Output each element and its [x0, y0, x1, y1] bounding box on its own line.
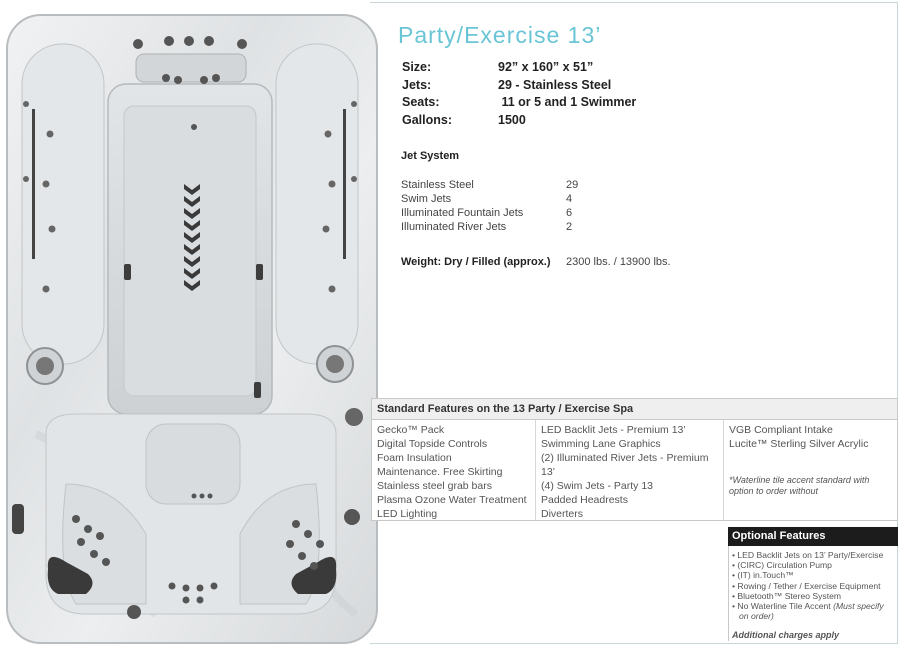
- optional-item-emphasis: (Must specify: [833, 601, 884, 612]
- product-title: Party/Exercise 13’: [398, 22, 602, 48]
- feature-item: Digital Topside Controls: [377, 438, 488, 450]
- spa-top-view-image: [6, 14, 380, 646]
- feature-item: Stainless steel grab bars: [377, 480, 492, 492]
- optional-features-header: Optional Features: [728, 527, 898, 546]
- feature-item: Maintenance. Free Skirting: [377, 466, 503, 478]
- jet-row: [401, 193, 578, 207]
- jet-count: 4: [566, 193, 573, 205]
- spec-row-seats: [402, 95, 636, 113]
- jet-row: [401, 207, 578, 221]
- jet-name: Illuminated Fountain Jets: [401, 207, 524, 219]
- feature-item: LED Backlit Jets - Premium 13’: [541, 424, 686, 436]
- feature-item: Swimming Lane Graphics: [541, 438, 661, 450]
- spec-value: 92” x 160” x 51”: [498, 60, 594, 74]
- feature-item: Lucite™ Sterling Silver Acrylic: [729, 438, 869, 450]
- feature-item: Plasma Ozone Water Treatment: [377, 494, 527, 506]
- standard-features-box: [371, 398, 898, 521]
- optional-features-box: [728, 527, 898, 644]
- spec-value: 11 or 5 and 1 Swimmer: [498, 95, 637, 109]
- jet-count: 29: [566, 179, 579, 191]
- standard-features-columns: [372, 420, 897, 520]
- jet-count: 2: [566, 221, 573, 233]
- spec-row-size: [402, 60, 636, 78]
- specs-table: [402, 60, 636, 130]
- spec-row-jets: [402, 78, 636, 96]
- spec-label: Jets:: [402, 77, 432, 92]
- feature-item: VGB Compliant Intake: [729, 424, 833, 436]
- waterline-note: *Waterline tile accent standard with option to order without: [729, 475, 870, 496]
- spec-value: 1500: [498, 112, 526, 127]
- optional-item-continuation-text: on order): [739, 611, 774, 622]
- optional-item-continuation: [732, 611, 895, 621]
- jet-row: [401, 179, 578, 193]
- optional-item: • Bluetooth™ Stereo System: [732, 590, 842, 601]
- jet-system-section: [401, 150, 578, 235]
- jet-name: Illuminated River Jets: [401, 221, 507, 233]
- standard-features-header: Standard Features on the 13 Party / Exercise Spa: [372, 399, 897, 420]
- spec-row-gallons: [402, 113, 636, 131]
- jet-name: Stainless Steel: [401, 179, 474, 191]
- optional-item: • LED Backlit Jets on 13’ Party/Exercise: [732, 550, 884, 560]
- jet-count: 6: [566, 207, 573, 219]
- additional-charges-note: Additional charges apply: [732, 630, 840, 641]
- feature-item: LED Lighting: [377, 508, 438, 520]
- standard-features-col-2: [536, 420, 724, 520]
- spec-label: Gallons:: [402, 112, 453, 127]
- spec-value: 29 - Stainless Steel: [498, 77, 612, 92]
- weight-label: Weight: Dry / Filled (approx.): [401, 256, 551, 268]
- feature-item: Padded Headrests: [541, 494, 628, 506]
- weight-value: 2300 lbs. / 13900 lbs.: [566, 256, 671, 268]
- optional-item-text: • No Waterline Tile Accent: [732, 601, 834, 612]
- jet-name: Swim Jets: [401, 193, 452, 205]
- optional-item: • (IT) in.Touch™: [732, 570, 794, 581]
- feature-item: (4) Swim Jets - Party 13: [541, 480, 654, 492]
- jet-row: [401, 221, 578, 235]
- optional-item: • (CIRC) Circulation Pump: [732, 560, 832, 571]
- optional-features-list: [728, 546, 898, 641]
- feature-item: Diverters: [541, 508, 584, 520]
- feature-item: Gecko™ Pack: [377, 424, 445, 436]
- weight-row: [401, 256, 671, 268]
- feature-item: Foam Insulation: [377, 452, 452, 464]
- spa-illustration: [6, 14, 380, 646]
- optional-item: [732, 601, 895, 611]
- standard-features-col-3: [724, 420, 897, 520]
- jet-system-heading: Jet System: [401, 150, 460, 162]
- standard-features-col-1: [372, 420, 536, 520]
- spec-label: Seats:: [402, 95, 440, 109]
- optional-item: • Rowing / Tether / Exercise Equipment: [732, 580, 881, 591]
- feature-item: (2) Illuminated River Jets - Premium 13’: [541, 452, 709, 478]
- spec-label: Size:: [402, 60, 432, 74]
